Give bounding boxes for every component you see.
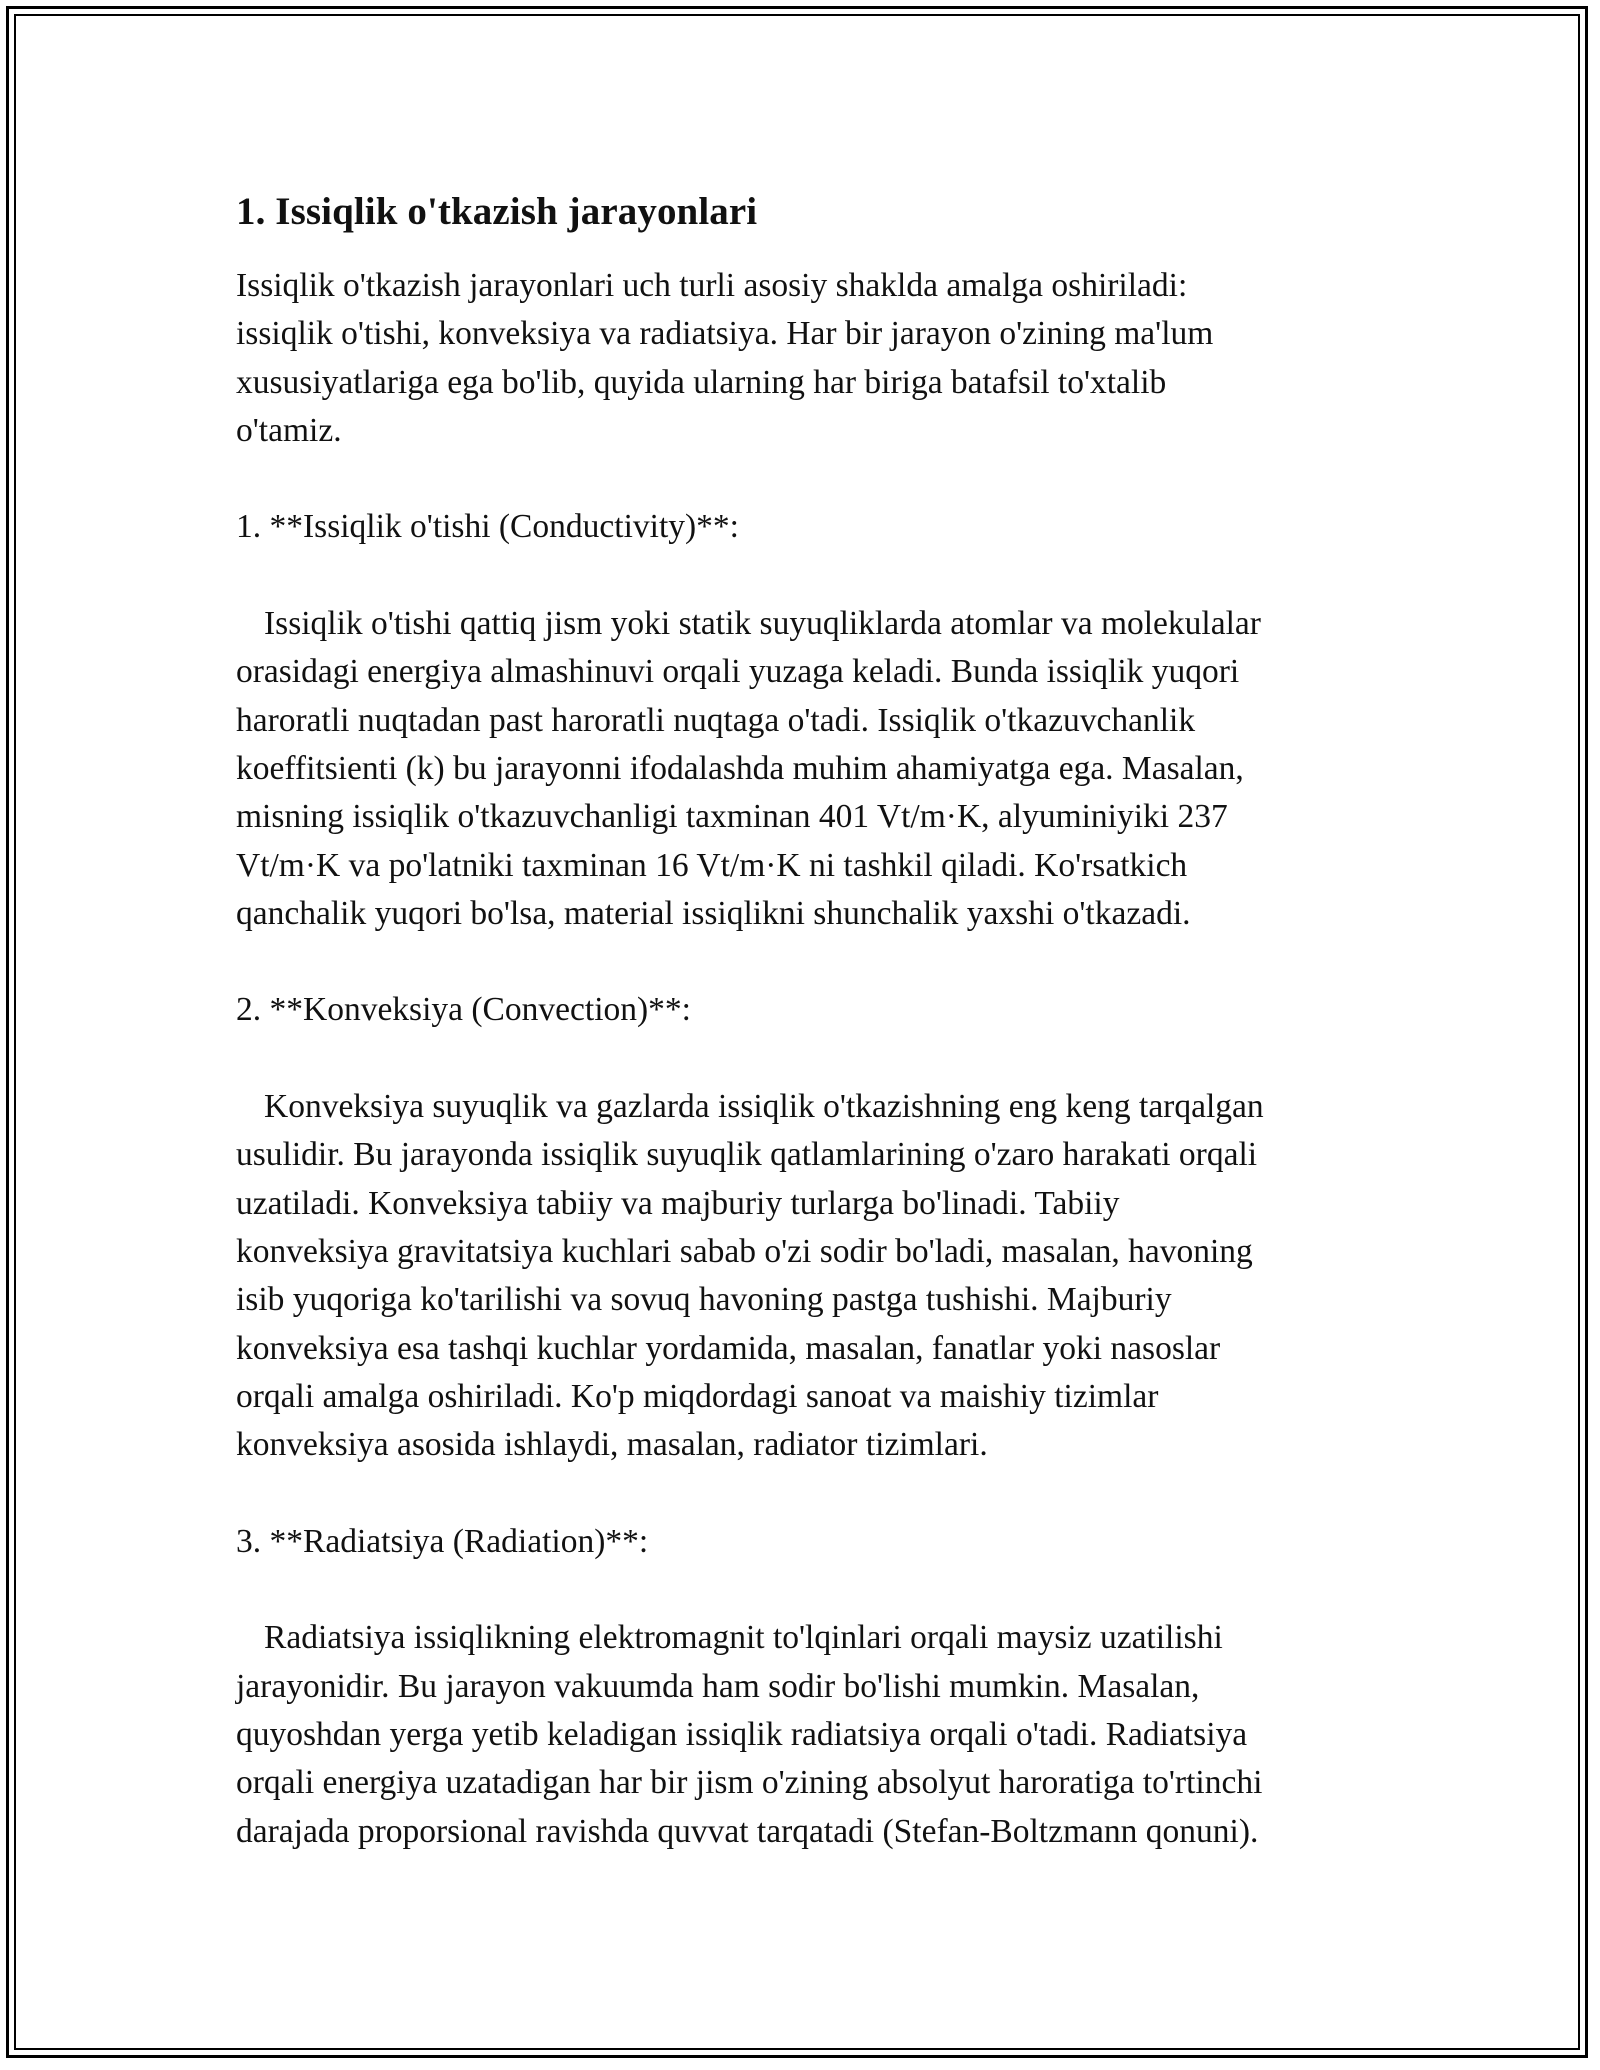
spacer [236, 1035, 1366, 1083]
spacer [236, 1566, 1366, 1614]
section-body-convection: Konveksiya suyuqlik va gazlarda issiqlik o'tkazishning eng keng tarqalgan usulidir. Bu jarayonda issiqlik suyuqlik qatlamlarining o'zaro harakati orqali uzatiladi. Konveksiya tabiiy va majburiy turlarga bo'linadi. Tabiiy konveksiya gravitatsiya kuchlari sabab o'zi sodir bo'ladi, masalan, havoning isib yuqoriga ko'tarilishi va sovuq havoning pastga tushishi. Majburiy konveksiya esa tashqi kuchlar yordamida, masalan, fanatlar yoki nasoslar orqali amalga oshiriladi. Ko'p miqdordagi sanoat va maishiy tizimlar konveksiya asosida ishlaydi, masalan, radiator tizimlari. [236, 1088, 1264, 1464]
document-title: 1. Issiqlik o'tkazish jarayonlari [236, 190, 758, 233]
document-body [236, 186, 1366, 1856]
section-heading-conductivity: 1. **Issiqlik o'tishi (Conductivity)**: [236, 508, 739, 546]
spacer [236, 938, 1366, 986]
section-body-conductivity: Issiqlik o'tishi qattiq jism yoki statik suyuqliklarda atomlar va molekulalar orasidagi energiya almashinuvi orqali yuzaga keladi. Bunda issiqlik yuqori haroratli nuqtadan past haroratli nuqtaga o'tadi. Issiqlik o'tkazuvchanlik koeffitsienti (k) bu jarayonni ifodalashda muhim ahamiyatga ega. Masalan, misning issiqlik o'tkazuvchanligi taxminan 401 Vt/m·K, alyuminiyiki 237 Vt/m·K va po'latniki taxminan 16 Vt/m·K ni tashkil qiladi. Ko'rsatkich qanchalik yuqori bo'lsa, material issiqlikni shunchalik yaxshi o'tkazadi. [236, 605, 1261, 932]
section-heading-radiation: 3. **Radiatsiya (Radiation)**: [236, 1522, 649, 1560]
intro-paragraph: Issiqlik o'tkazish jarayonlari uch turli asosiy shaklda amalga oshiriladi: issiqlik o'tishi, konveksiya va radiatsiya. Har bir jarayon o'zining ma'lum xususiyatlariga ega bo'lib, quyida ularning har biriga batafsil to'xtalib o'tamiz. [236, 267, 1214, 449]
spacer [236, 552, 1366, 600]
section-body-radiation: Radiatsiya issiqlikning elektromagnit to'lqinlari orqali maysiz uzatilishi jarayonidir. Bu jarayon vakuumda ham sodir bo'lishi mumkin. Masalan, quyoshdan yerga yetib keladigan issiqlik radiatsiya orqali o'tadi. Radiatsiya orqali energiya uzatadigan har bir jism o'zining absolyut haroratiga to'rtinchi darajada proporsional ravishda quvvat tarqatadi (Stefan-Boltzmann qonuni). [236, 1619, 1263, 1850]
section-heading-convection: 2. **Konveksiya (Convection)**: [236, 991, 691, 1029]
spacer [236, 1469, 1366, 1517]
spacer [236, 455, 1366, 503]
